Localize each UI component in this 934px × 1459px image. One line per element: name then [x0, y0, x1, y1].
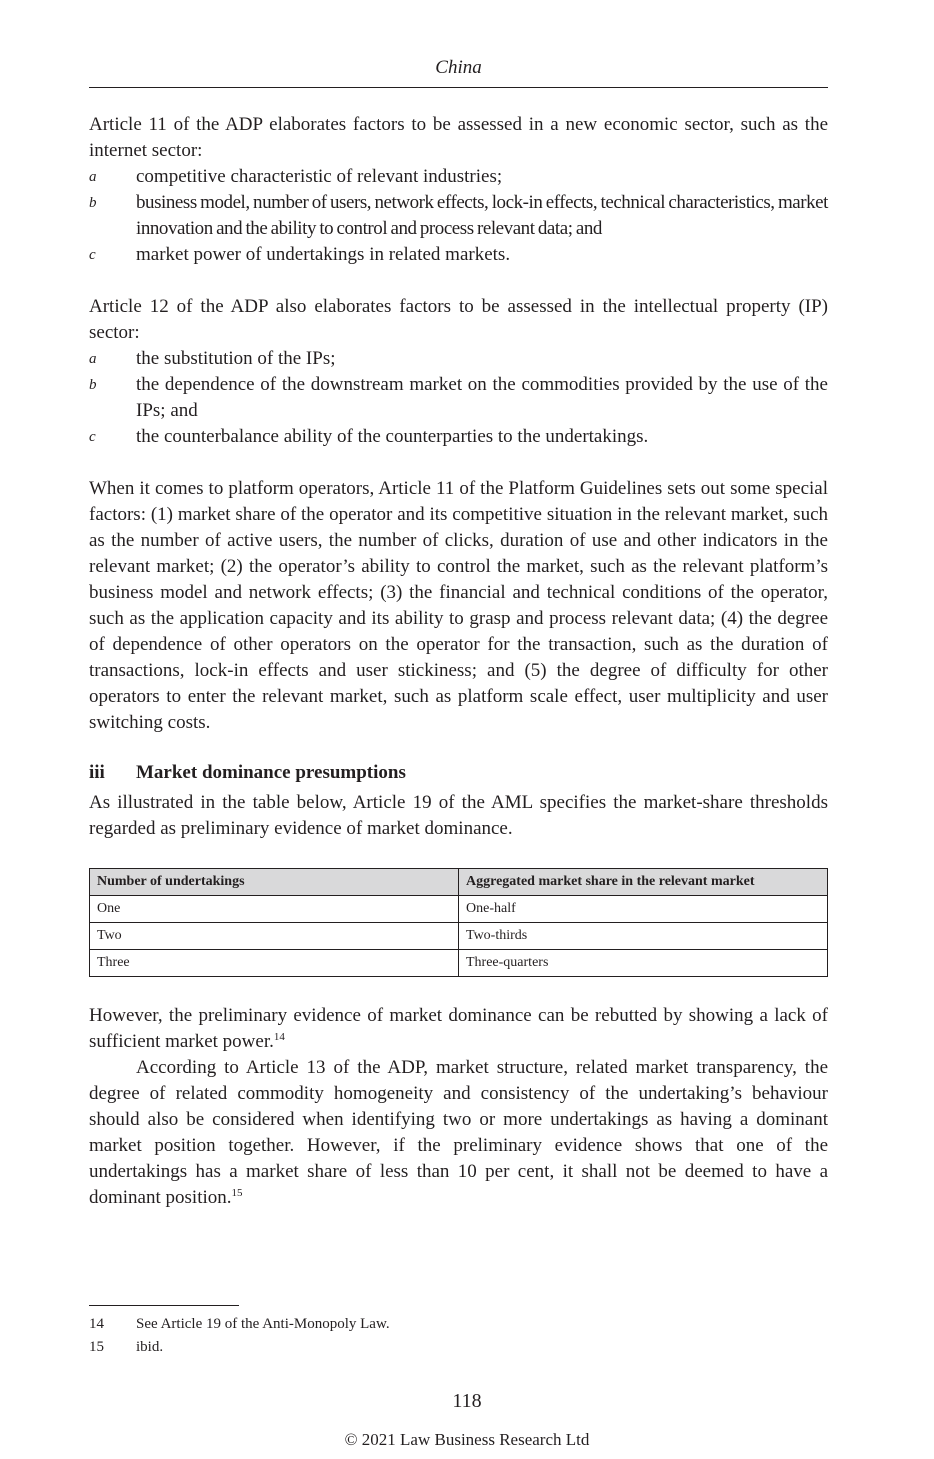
table-row	[90, 896, 828, 923]
table-cell: Three	[90, 950, 459, 977]
list-marker: b	[89, 195, 97, 211]
column-header: Number of undertakings	[90, 869, 459, 896]
footnote-number: 15	[89, 1339, 104, 1355]
section-title: Market dominance presumptions	[136, 762, 406, 783]
column-header: Aggregated market share in the relevant market	[459, 869, 828, 896]
list-marker: c	[89, 429, 96, 445]
table-cell: Two	[90, 923, 459, 950]
article-12-intro: Article 12 of the ADP also elaborates factors to be assessed in the intellectual property (IP) sector:	[89, 296, 828, 343]
list-item	[89, 346, 828, 372]
list-marker: a	[89, 169, 97, 185]
footnote-rule	[89, 1305, 239, 1306]
list-item	[89, 164, 828, 190]
table-cell: One-half	[459, 896, 828, 923]
table-cell: One	[90, 896, 459, 923]
table-intro: As illustrated in the table below, Article 19 of the AML specifies the market-share thresholds regarded as preliminary evidence of market dominance.	[89, 792, 828, 839]
footnote-ref-14[interactable]: 14	[273, 1031, 285, 1043]
table-cell: Two-thirds	[459, 923, 828, 950]
spacer	[89, 268, 828, 294]
table-row	[90, 950, 828, 977]
footnote-ref-15[interactable]: 15	[231, 1187, 243, 1199]
list-marker: b	[89, 377, 97, 393]
list-item-text: the counterbalance ability of the counterparties to the undertakings.	[136, 426, 649, 447]
copyright-notice: © 2021 Law Business Research Ltd	[344, 1430, 590, 1449]
article-11-list	[89, 164, 828, 268]
header-rule	[89, 87, 828, 88]
list-item-text: business model, number of users, network effects, lock-in effects, technical characteristics, market innovation and the ability to control and process relevant data; and	[136, 192, 828, 239]
page-number: 118	[452, 1390, 482, 1412]
section-number: iii	[89, 762, 105, 783]
article-12-list	[89, 346, 828, 450]
running-header: China	[435, 57, 482, 78]
article-11-intro: Article 11 of the ADP elaborates factors to be assessed in a new economic sector, such as the internet sector:	[89, 114, 828, 161]
list-item-text: competitive characteristic of relevant industries;	[136, 166, 503, 187]
footnotes	[89, 1313, 828, 1359]
section-heading	[89, 760, 828, 786]
table-cell: Three-quarters	[459, 950, 828, 977]
footnote-text: ibid.	[136, 1339, 164, 1355]
list-marker: a	[89, 351, 97, 367]
spacer	[89, 450, 828, 476]
table-row	[90, 923, 828, 950]
rebuttal-text: However, the preliminary evidence of market dominance can be rebutted by showing a lack of sufficient market power.	[89, 1005, 828, 1052]
list-marker: c	[89, 247, 96, 263]
footnote-number: 14	[89, 1316, 104, 1332]
market-share-table	[89, 868, 828, 977]
main-content	[89, 112, 828, 1211]
footnote-text: See Article 19 of the Anti-Monopoly Law.	[136, 1316, 390, 1332]
list-item	[89, 424, 828, 450]
list-item-text: the substitution of the IPs;	[136, 348, 336, 369]
article-13-text: According to Article 13 of the ADP, market structure, related market transparency, the degree of related commodity homogeneity and consistency of the undertaking’s behaviour should also be considered when identifying two or more undertakings as having a dominant market position together. However, if the preliminary evidence shows that one of the undertakings has a market share of less than 10 per cent, it shall not be deemed to have a dominant position.	[89, 1057, 828, 1208]
rebuttal-paragraph	[89, 1003, 828, 1055]
table-header-row	[90, 869, 828, 896]
list-item-text: market power of undertakings in related markets.	[136, 244, 511, 265]
list-item	[89, 372, 828, 424]
list-item-text: the dependence of the downstream market on the commodities provided by the use of the IPs; and	[136, 374, 828, 421]
list-item	[89, 190, 828, 242]
footnote	[89, 1336, 828, 1359]
footnote	[89, 1313, 828, 1336]
article-13-paragraph	[89, 1055, 828, 1211]
platform-paragraph: When it comes to platform operators, Article 11 of the Platform Guidelines sets out some special factors: (1) market share of the operator and its competitive situation in the relevant market, such as the number of active users, the number of clicks, duration of use and other indicators in the relevant market; (2) the operator’s ability to control the market, such as the relevant platform’s business model and network effects; (3) the financial and technical conditions of the operator, such as the application capacity and its ability to grasp and process relevant data; (4) the degree of dependence of other operators on the operator for the transaction, such as the duration of transactions, lock-in effects and user stickiness; and (5) the degree of difficulty for other operators to enter the relevant market, such as platform scale effect, user multiplicity and user switching costs.	[89, 478, 828, 733]
list-item	[89, 242, 828, 268]
